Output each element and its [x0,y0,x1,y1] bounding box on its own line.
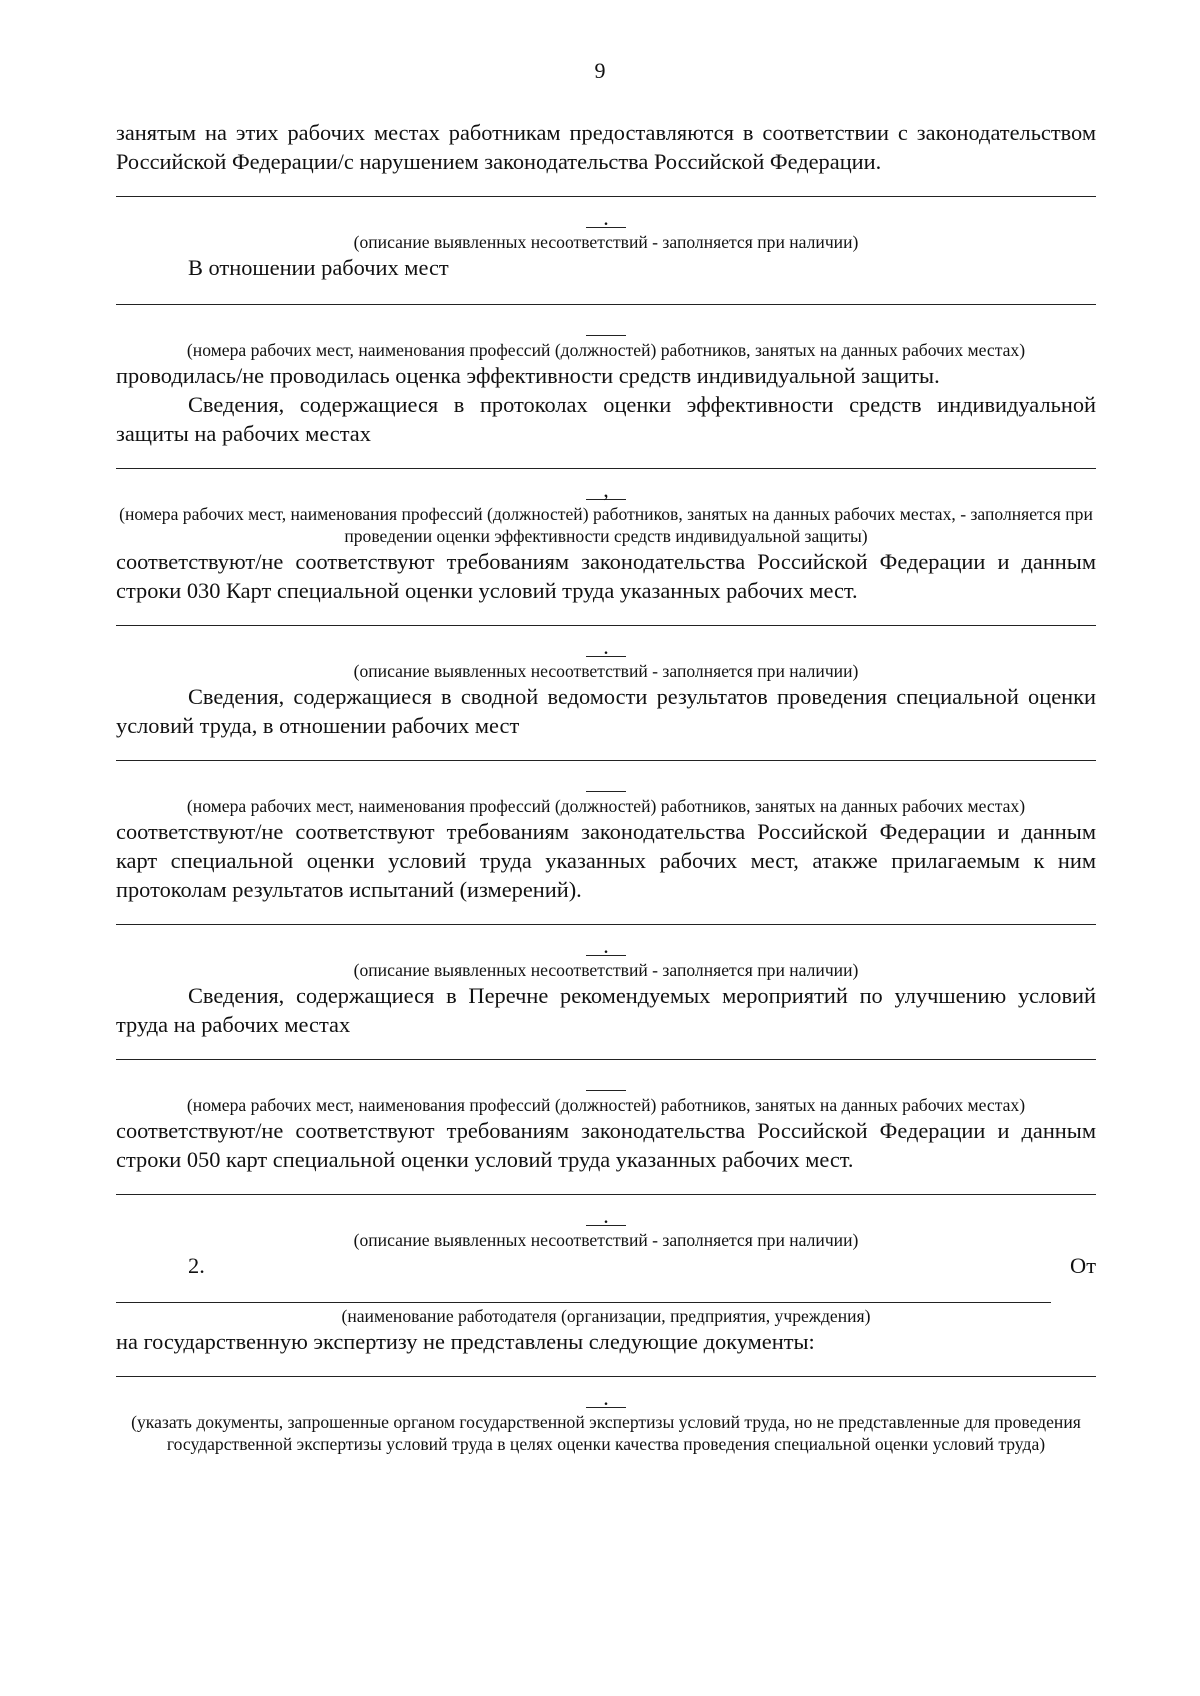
ppe-result: проводилась/не проводилась оценка эффективности средств индивидуальной защиты. [116,363,940,388]
fill-line [116,1059,1096,1060]
fill-line [116,760,1096,761]
blank-field [116,771,1096,795]
ppe-compliance: соответствуют/не соответствуют требованиям законодательства Российской Федерации и данным строки 030 Карт специальной оценки условий труда указанных рабочих мест. [116,549,1096,603]
blank-field: , [116,479,1096,503]
measures-lead: Сведения, содержащиеся в Перечне рекомендуемых мероприятий по улучшению условий труда на рабочих местах [116,983,1096,1037]
caption-documents: (указать документы, запрошенные органом государственной экспертизы условий труда, но не представленные для проведения государственной экспертизы условий труда в целях оценки качества проведения специальной оценки условий труда) [131,1412,1081,1454]
employer-fill-line [116,1302,1051,1303]
fill-line [116,625,1096,626]
section-2-from: От [1070,1253,1096,1278]
measures-compliance: соответствуют/не соответствуют требованиям законодательства Российской Федерации и данным строки 050 карт специальной оценки условий труда указанных рабочих мест. [116,1118,1096,1172]
ppe-protocols: Сведения, содержащиеся в протоколах оценки эффективности средств индивидуальной защиты на рабочих местах [116,392,1096,446]
blank-field: . [116,636,1096,660]
fill-line [116,304,1096,305]
blank-field: . [116,1387,1096,1411]
fill-line [116,1376,1096,1377]
blank-field: . [116,935,1096,959]
summary-lead: Сведения, содержащиеся в сводной ведомости результатов проведения специальной оценки условий труда, в отношении рабочих мест [116,684,1096,738]
caption-discrepancy: (описание выявленных несоответствий - заполняется при наличии) [353,960,859,980]
section-2-statement: на государственную экспертизу не представлены следующие документы: [116,1329,815,1354]
fill-line [116,924,1096,925]
blank-field: . [116,207,1096,231]
fill-line [116,468,1096,469]
caption-workplaces: (номера рабочих мест, наименования профессий (должностей) работников, занятых на данных рабочих местах) [186,796,1026,816]
caption-workplaces: (номера рабочих мест, наименования профессий (должностей) работников, занятых на данных рабочих местах) [186,1095,1026,1115]
caption-discrepancy: (описание выявленных несоответствий - заполняется при наличии) [353,232,859,252]
summary-compliance: соответствуют/не соответствуют требованиям законодательства Российской Федерации и данным карт специальной оценки условий труда указанных рабочих мест, атакже прилагаемым к ним протоколам результатов испытаний (измерений). [116,819,1096,902]
fill-line [116,196,1096,197]
blank-field [116,315,1096,339]
caption-workplaces: (номера рабочих мест, наименования профессий (должностей) работников, занятых на данных рабочих местах) [186,340,1026,360]
caption-discrepancy: (описание выявленных несоответствий - заполняется при наличии) [353,661,859,681]
ppe-lead: В отношении рабочих мест [188,255,449,280]
document-body [116,118,1096,1455]
section-2-heading [116,1251,1096,1280]
blank-field: . [116,1205,1096,1229]
blank-field [116,1070,1096,1094]
caption-discrepancy: (описание выявленных несоответствий - заполняется при наличии) [353,1230,859,1250]
intro-paragraph: занятым на этих рабочих местах работникам предоставляются в соответствии с законодательством Российской Федерации/с нарушением законодательства Российской Федерации. [116,120,1096,174]
page-number: 9 [594,58,606,83]
section-2-number: 2. [188,1253,205,1278]
caption-ppe: (номера рабочих мест, наименования профессий (должностей) работников, занятых на данных рабочих местах, - заполняется при проведении оценки эффективности средств индивидуальной защиты) [119,504,1093,546]
caption-employer: (наименование работодателя (организации, предприятия, учреждения) [341,1306,871,1326]
fill-line [116,1194,1096,1195]
